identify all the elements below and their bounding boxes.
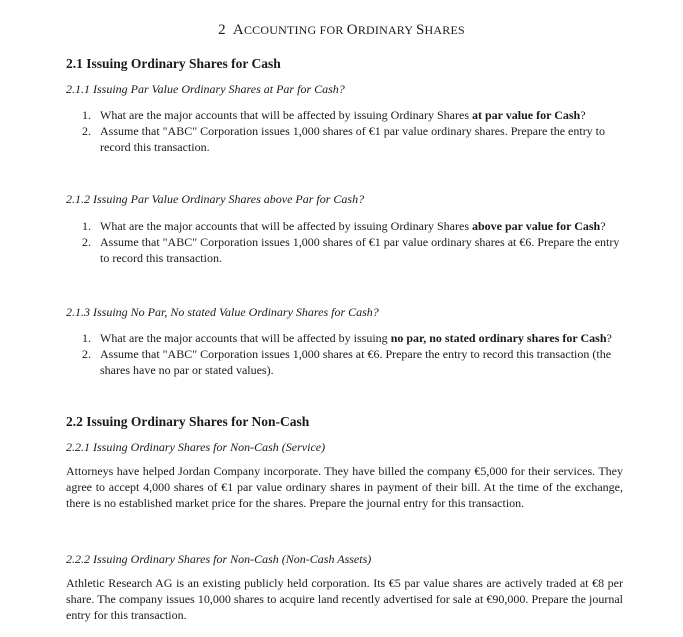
paragraph-2-2-2: Athletic Research AG is an existing publicly held corporation. Its €5 par value shares are actively traded at €8 per share. The company issues 10,000 shares to acquire land recently advertised for sale at €90,000. Prepare the journal entry for this transaction. — [66, 576, 623, 622]
list-item — [82, 330, 622, 346]
list-number: 1. — [82, 219, 91, 233]
list-item — [82, 234, 622, 266]
question-emphasis: no par, no stated ordinary shares for Cash — [390, 331, 607, 345]
chapter-title — [0, 22, 683, 39]
subsection-heading-2-2-2: 2.2.2 Issuing Ordinary Shares for Non-Cash (Non-Cash Assets) — [66, 552, 372, 566]
list-number: 1. — [82, 331, 91, 345]
list-item — [82, 346, 622, 378]
subsection-heading-2-1-1: 2.1.1 Issuing Par Value Ordinary Shares at Par for Cash? — [66, 82, 345, 96]
question-text: Assume that "ABC" Corporation issues 1,000 shares of €1 par value ordinary shares at €6. Prepare the entry to record this transaction. — [100, 235, 620, 265]
question-text: What are the major accounts that will be affected by issuing Ordinary Shares — [100, 219, 472, 233]
subsection-heading-2-1-2: 2.1.2 Issuing Par Value Ordinary Shares above Par for Cash? — [66, 192, 365, 206]
question-text: ? — [600, 219, 606, 233]
section-heading-2-1: 2.1 Issuing Ordinary Shares for Cash — [66, 56, 281, 71]
paragraph-2-2-1: Attorneys have helped Jordan Company incorporate. They have billed the company €5,000 for their services. They agree to accept 4,000 shares of €1 par value ordinary shares in payment of their bill. At the time of the exchange, there is no established market price for the shares. Prepare the journal entry for this transaction. — [66, 464, 623, 510]
list-item — [82, 218, 622, 234]
question-text: Assume that "ABC" Corporation issues 1,000 shares at €6. Prepare the entry to record this transaction (the shares have no par or stated values). — [100, 347, 612, 377]
subsection-heading-2-2-1: 2.2.1 Issuing Ordinary Shares for Non-Cash (Service) — [66, 440, 326, 454]
question-list-2-1-2 — [82, 218, 622, 266]
chapter-title-part: RDINARY — [357, 23, 416, 37]
question-text: What are the major accounts that will be affected by issuing Ordinary Shares — [100, 108, 472, 122]
question-text: Assume that "ABC" Corporation issues 1,000 shares of €1 par value ordinary shares. Prepare the entry to record this transaction. — [100, 124, 606, 154]
list-number: 2. — [82, 124, 91, 138]
section-heading-2-2: 2.2 Issuing Ordinary Shares for Non-Cash — [66, 414, 310, 429]
list-number: 2. — [82, 235, 91, 249]
chapter-title-part: CCOUNTING FOR — [243, 23, 347, 37]
list-item — [82, 107, 622, 123]
question-text: What are the major accounts that will be affected by issuing — [100, 331, 391, 345]
list-number: 1. — [82, 108, 91, 122]
question-list-2-1-1 — [82, 107, 622, 155]
chapter-title-part: A — [232, 22, 244, 38]
question-emphasis: at par value for Cash — [472, 108, 581, 122]
question-text: ? — [606, 331, 612, 345]
list-item — [82, 123, 622, 155]
question-list-2-1-3 — [82, 330, 622, 378]
subsection-heading-2-1-3: 2.1.3 Issuing No Par, No stated Value Ordinary Shares for Cash? — [66, 305, 379, 319]
list-number: 2. — [82, 347, 91, 361]
chapter-number: 2 — [218, 22, 226, 38]
question-text: ? — [580, 108, 586, 122]
chapter-title-part: O — [346, 22, 358, 38]
chapter-title-part: HARES — [424, 23, 465, 37]
chapter-title-part: S — [415, 22, 425, 38]
question-emphasis: above par value for Cash — [472, 219, 601, 233]
